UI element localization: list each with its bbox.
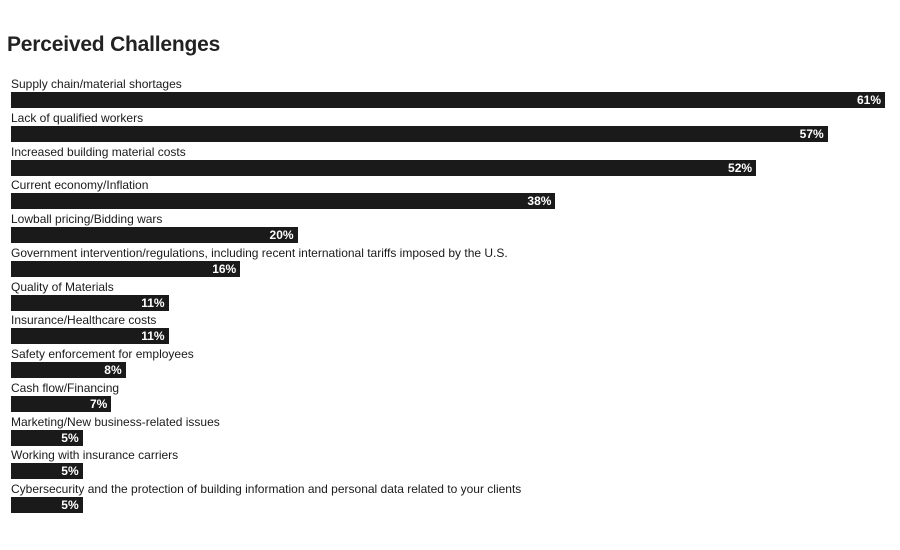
bar <box>11 193 555 209</box>
bar-value-label: 16% <box>212 261 237 276</box>
bar <box>11 227 298 243</box>
chart-title: Perceived Challenges <box>7 33 221 56</box>
category-label: Increased building material costs <box>11 144 186 159</box>
category-label: Lack of qualified workers <box>11 110 144 125</box>
bar-value-label: 5% <box>61 430 79 445</box>
bar-value-label: 5% <box>61 464 79 479</box>
bar-value-label: 5% <box>61 498 79 512</box>
category-label: Current economy/Inflation <box>11 178 149 193</box>
bar-value-label: 52% <box>728 160 753 175</box>
category-label: Government intervention/regulations, including recent international tariffs imposed by the U.S. <box>11 245 508 260</box>
bar-value-label: 61% <box>856 93 881 107</box>
category-label: Cybersecurity and the protection of building information and personal data related to your clients <box>11 482 522 496</box>
category-label: Supply chain/material shortages <box>11 77 182 91</box>
bar-value-label: 8% <box>104 363 122 377</box>
bar <box>11 126 828 142</box>
category-label: Working with insurance carriers <box>11 448 179 463</box>
bar-value-label: 7% <box>89 396 108 411</box>
bar <box>11 328 169 344</box>
category-label: Insurance/Healthcare costs <box>11 313 157 328</box>
bar <box>11 295 169 311</box>
bar <box>11 362 126 378</box>
bar-value-label: 11% <box>141 329 165 344</box>
category-label: Quality of Materials <box>11 279 114 294</box>
bar-value-label: 38% <box>527 194 552 209</box>
category-label: Lowball pricing/Bidding wars <box>11 212 163 226</box>
bar <box>11 160 756 176</box>
bar <box>11 430 83 446</box>
category-label: Cash flow/Financing <box>11 380 120 395</box>
bar <box>11 497 83 513</box>
bar-value-label: 20% <box>269 228 294 242</box>
bar <box>11 396 111 412</box>
bar <box>11 261 240 277</box>
bar <box>11 463 83 479</box>
category-label: Safety enforcement for employees <box>11 347 194 361</box>
bar-value-label: 11% <box>141 295 165 310</box>
bar <box>11 92 885 108</box>
bar-value-label: 57% <box>799 126 824 141</box>
category-label: Marketing/New business-related issues <box>11 414 220 429</box>
